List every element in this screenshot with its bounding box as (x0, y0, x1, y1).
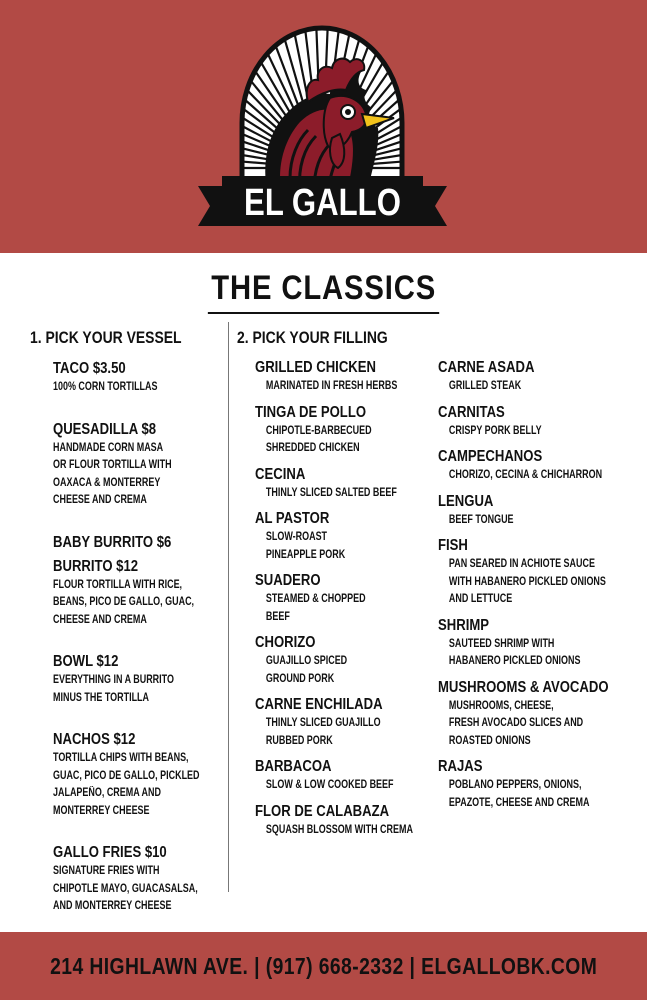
menu-item (255, 570, 435, 626)
menu-item (438, 357, 643, 396)
item-description: SAUTEED SHRIMP WITH (448, 637, 555, 650)
item-description: RUBBED PORK (265, 734, 333, 747)
rooster-logo (190, 18, 455, 243)
item-description: MONTERREY CHEESE (53, 804, 150, 817)
item-name: BURRITO $12 (53, 557, 139, 575)
vessel-heading: 1. PICK YOUR VESSEL (30, 328, 182, 347)
column-divider (228, 322, 229, 892)
menu-item (438, 615, 643, 671)
item-name: LENGUA (438, 492, 494, 510)
footer-band (0, 932, 647, 1000)
item-description: GUAJILLO SPICED (265, 655, 348, 667)
item-name: CHORIZO (255, 634, 316, 651)
menu-item (255, 402, 435, 458)
item-description: HABANERO PICKLED ONIONS (448, 655, 581, 667)
menu-item (255, 801, 435, 840)
menu-item (438, 677, 643, 751)
item-description: CHEESE AND CREMA (53, 494, 147, 506)
item-description: HANDMADE CORN MASA (53, 441, 164, 454)
item-description: AND MONTERREY CHEESE (53, 900, 172, 912)
item-description: AND LETTUCE (448, 593, 513, 605)
item-description: THINLY SLICED GUAJILLO (265, 717, 381, 729)
item-name: GALLO FRIES $10 (53, 844, 167, 861)
item-description: PAN SEARED IN ACHIOTE SAUCE (448, 558, 595, 570)
item-description: FLOUR TORTILLA WITH RICE, (53, 578, 183, 591)
item-description: POBLANO PEPPERS, ONIONS, (448, 779, 582, 791)
item-name: SUADERO (255, 572, 321, 589)
item-name: CARNITAS (438, 403, 505, 421)
item-name: TACO $3.50 (53, 360, 126, 377)
menu-item (438, 491, 643, 530)
item-description: SLOW & LOW COOKED BEEF (265, 779, 394, 791)
menu-item (438, 402, 643, 441)
item-description: TORTILLA CHIPS WITH BEANS, (53, 752, 189, 764)
item-description: BEEF (265, 610, 290, 623)
item-name: GRILLED CHICKEN (255, 359, 377, 376)
item-name: TINGA DE POLLO (255, 403, 367, 421)
item-description: BEEF TONGUE (448, 513, 514, 526)
vessel-section (30, 327, 225, 938)
menu-title-wrap (0, 268, 647, 314)
item-name: MUSHROOMS & AVOCADO (438, 678, 609, 696)
item-description: CHORIZO, CECINA & CHICHARRON (448, 469, 603, 481)
filling-column-a (255, 357, 435, 845)
item-description: MARINATED IN FRESH HERBS (265, 380, 398, 392)
item-name: CARNE ENCHILADA (255, 696, 383, 713)
menu-item (255, 464, 435, 503)
item-description: SIGNATURE FRIES WITH (53, 865, 160, 877)
filling-heading: 2. PICK YOUR FILLING (237, 328, 388, 347)
item-description: ROASTED ONIONS (448, 734, 531, 747)
menu-title: THE CLASSICS (208, 268, 440, 314)
menu-item (255, 632, 435, 688)
item-description: FRESH AVOCADO SLICES AND (448, 717, 584, 729)
item-name: AL PASTOR (255, 510, 330, 527)
item-description: EPAZOTE, CHEESE AND CREMA (448, 796, 590, 809)
item-description: CHEESE AND CREMA (53, 613, 147, 626)
menu-item (53, 532, 225, 630)
item-name: BARBACOA (255, 758, 332, 775)
item-description: MINUS THE TORTILLA (53, 691, 150, 704)
menu-item (255, 756, 435, 795)
item-description: EVERYTHING IN A BURRITO (53, 674, 174, 686)
item-description: OAXACA & MONTERREY (53, 476, 161, 489)
filling-section (237, 327, 421, 349)
item-description: SHREDDED CHICKEN (265, 442, 360, 454)
menu-item (255, 694, 435, 750)
item-description: SLOW-ROAST (265, 531, 328, 543)
item-name: RAJAS (438, 758, 483, 775)
footer-contact: 214 HIGHLAWN AVE. | (917) 668-2332 | ELGALLOBK.COM (49, 952, 598, 979)
item-description: STEAMED & CHOPPED (265, 593, 366, 605)
item-name: QUESADILLA $8 (53, 420, 157, 438)
menu-item (53, 358, 225, 397)
item-name: FISH (438, 537, 468, 554)
item-description: CHIPOTLE-BARBECUED (265, 424, 372, 437)
item-description: OR FLOUR TORTILLA WITH (53, 459, 172, 471)
item-description: WITH HABANERO PICKLED ONIONS (448, 575, 606, 588)
item-description: SQUASH BLOSSOM WITH CREMA (265, 823, 413, 836)
menu-item (255, 508, 435, 564)
menu-item (53, 419, 225, 510)
brand-name: EL GALLO (244, 182, 401, 224)
item-description: CHIPOTLE MAYO, GUACASALSA, (53, 882, 198, 895)
item-description: GRILLED STEAK (448, 380, 522, 392)
item-name: FLOR DE CALABAZA (255, 802, 390, 820)
item-name: CECINA (255, 465, 306, 483)
item-description: GUAC, PICO DE GALLO, PICKLED (53, 769, 200, 782)
item-name: NACHOS $12 (53, 731, 136, 748)
item-description: MUSHROOMS, CHEESE, (448, 699, 554, 712)
item-name: SHRIMP (438, 616, 490, 634)
item-description: THINLY SLICED SALTED BEEF (265, 486, 397, 499)
item-description: JALAPEÑO, CREMA AND (53, 787, 161, 799)
item-name: BOWL $12 (53, 653, 119, 670)
item-name: CAMPECHANOS (438, 448, 543, 465)
vessel-list (53, 358, 225, 916)
menu-item (53, 651, 225, 707)
item-name: CARNE ASADA (438, 359, 535, 376)
item-description: GROUND PORK (265, 672, 335, 685)
item-description: BEANS, PICO DE GALLO, GUAC, (53, 596, 195, 608)
item-description: 100% CORN TORTILLAS (53, 381, 158, 393)
menu-item (438, 446, 643, 485)
item-description: PINEAPPLE PORK (265, 548, 346, 561)
menu-item (255, 357, 435, 396)
menu-item (438, 535, 643, 609)
menu-item (438, 756, 643, 812)
item-description: CRISPY PORK BELLY (448, 424, 542, 437)
menu-item (53, 842, 225, 916)
filling-column-b (438, 357, 643, 818)
menu-item (53, 729, 225, 820)
item-name: BABY BURRITO $6 (53, 533, 172, 551)
